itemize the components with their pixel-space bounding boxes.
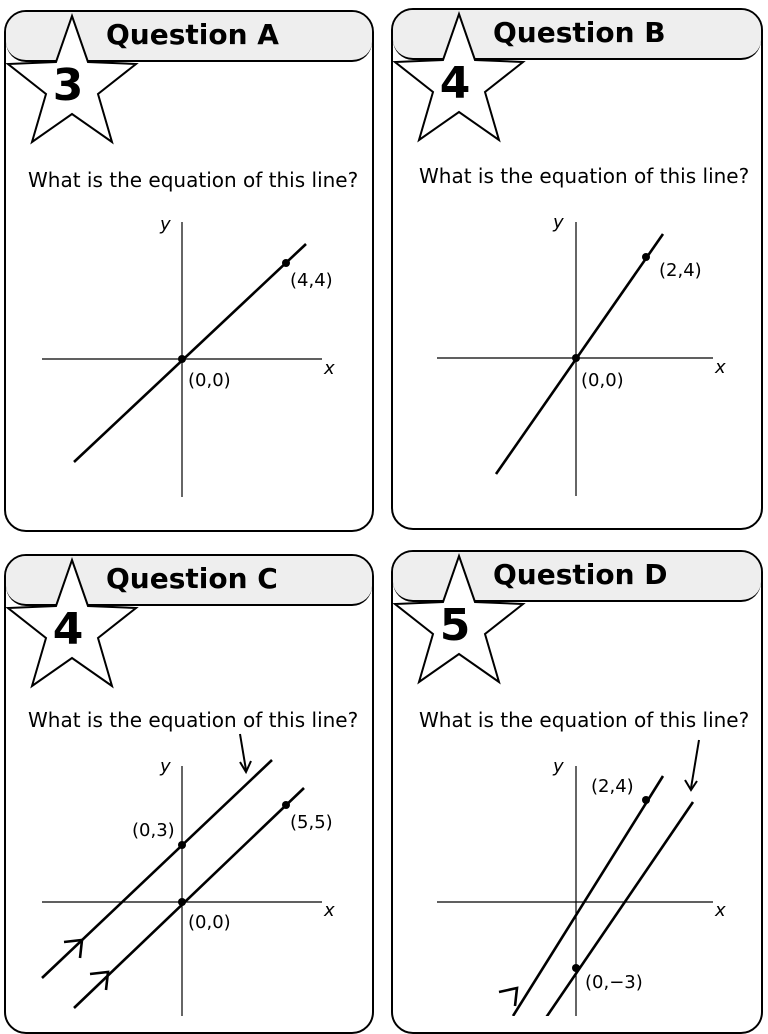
plotted-line	[496, 234, 663, 474]
y-axis-label: y	[160, 214, 171, 235]
line-graph	[393, 200, 761, 520]
line-graph	[6, 202, 372, 522]
x-axis-label: x	[715, 900, 726, 921]
question-title: Question C	[106, 562, 278, 595]
x-axis-label: x	[324, 358, 335, 379]
marks-value: 4	[439, 58, 471, 109]
star-icon	[6, 556, 146, 696]
star-icon	[6, 12, 146, 152]
pointer-arrow	[691, 740, 699, 788]
question-card-d	[391, 550, 763, 1034]
point-label: (5,5)	[290, 812, 333, 833]
parallel-marker	[90, 972, 108, 990]
point-label: (0,0)	[188, 912, 231, 933]
marks-value: 4	[52, 604, 84, 655]
marks-value: 5	[439, 600, 471, 651]
line-graph	[6, 726, 372, 1016]
question-card-b	[391, 8, 763, 530]
point-label: (0,0)	[581, 370, 624, 391]
point-marker	[642, 796, 650, 804]
point-label: (4,4)	[290, 270, 333, 291]
point-marker	[282, 801, 290, 809]
question-prompt: What is the equation of this line?	[419, 164, 750, 188]
point-label: (2,4)	[659, 260, 702, 281]
question-card-a	[4, 10, 374, 532]
marks-value: 3	[52, 60, 84, 111]
line-graph	[393, 726, 761, 1016]
point-marker	[178, 898, 186, 906]
y-axis-label: y	[553, 212, 564, 233]
point-label: (0,−3)	[585, 972, 643, 993]
point-marker	[572, 964, 580, 972]
star-icon	[393, 10, 533, 150]
y-axis-label: y	[160, 756, 171, 777]
point-marker	[178, 841, 186, 849]
x-axis-label: x	[324, 900, 335, 921]
point-label: (2,4)	[591, 776, 634, 797]
point-label: (0,0)	[188, 370, 231, 391]
y-axis-label: y	[553, 756, 564, 777]
plotted-line	[74, 244, 306, 462]
x-axis-label: x	[715, 357, 726, 378]
point-label: (0,3)	[132, 820, 175, 841]
star-icon	[393, 552, 533, 692]
question-title: Question A	[106, 18, 279, 51]
point-marker	[572, 354, 580, 362]
point-marker	[642, 253, 650, 261]
question-prompt: What is the equation of this line?	[419, 708, 750, 732]
question-title: Question B	[493, 16, 666, 49]
target-line	[42, 760, 272, 978]
point-marker	[178, 355, 186, 363]
question-title: Question D	[493, 558, 668, 591]
question-prompt: What is the equation of this line?	[28, 708, 359, 732]
question-prompt: What is the equation of this line?	[28, 168, 359, 192]
point-marker	[282, 259, 290, 267]
parallel-marker	[499, 988, 517, 1006]
question-card-c	[4, 554, 374, 1034]
